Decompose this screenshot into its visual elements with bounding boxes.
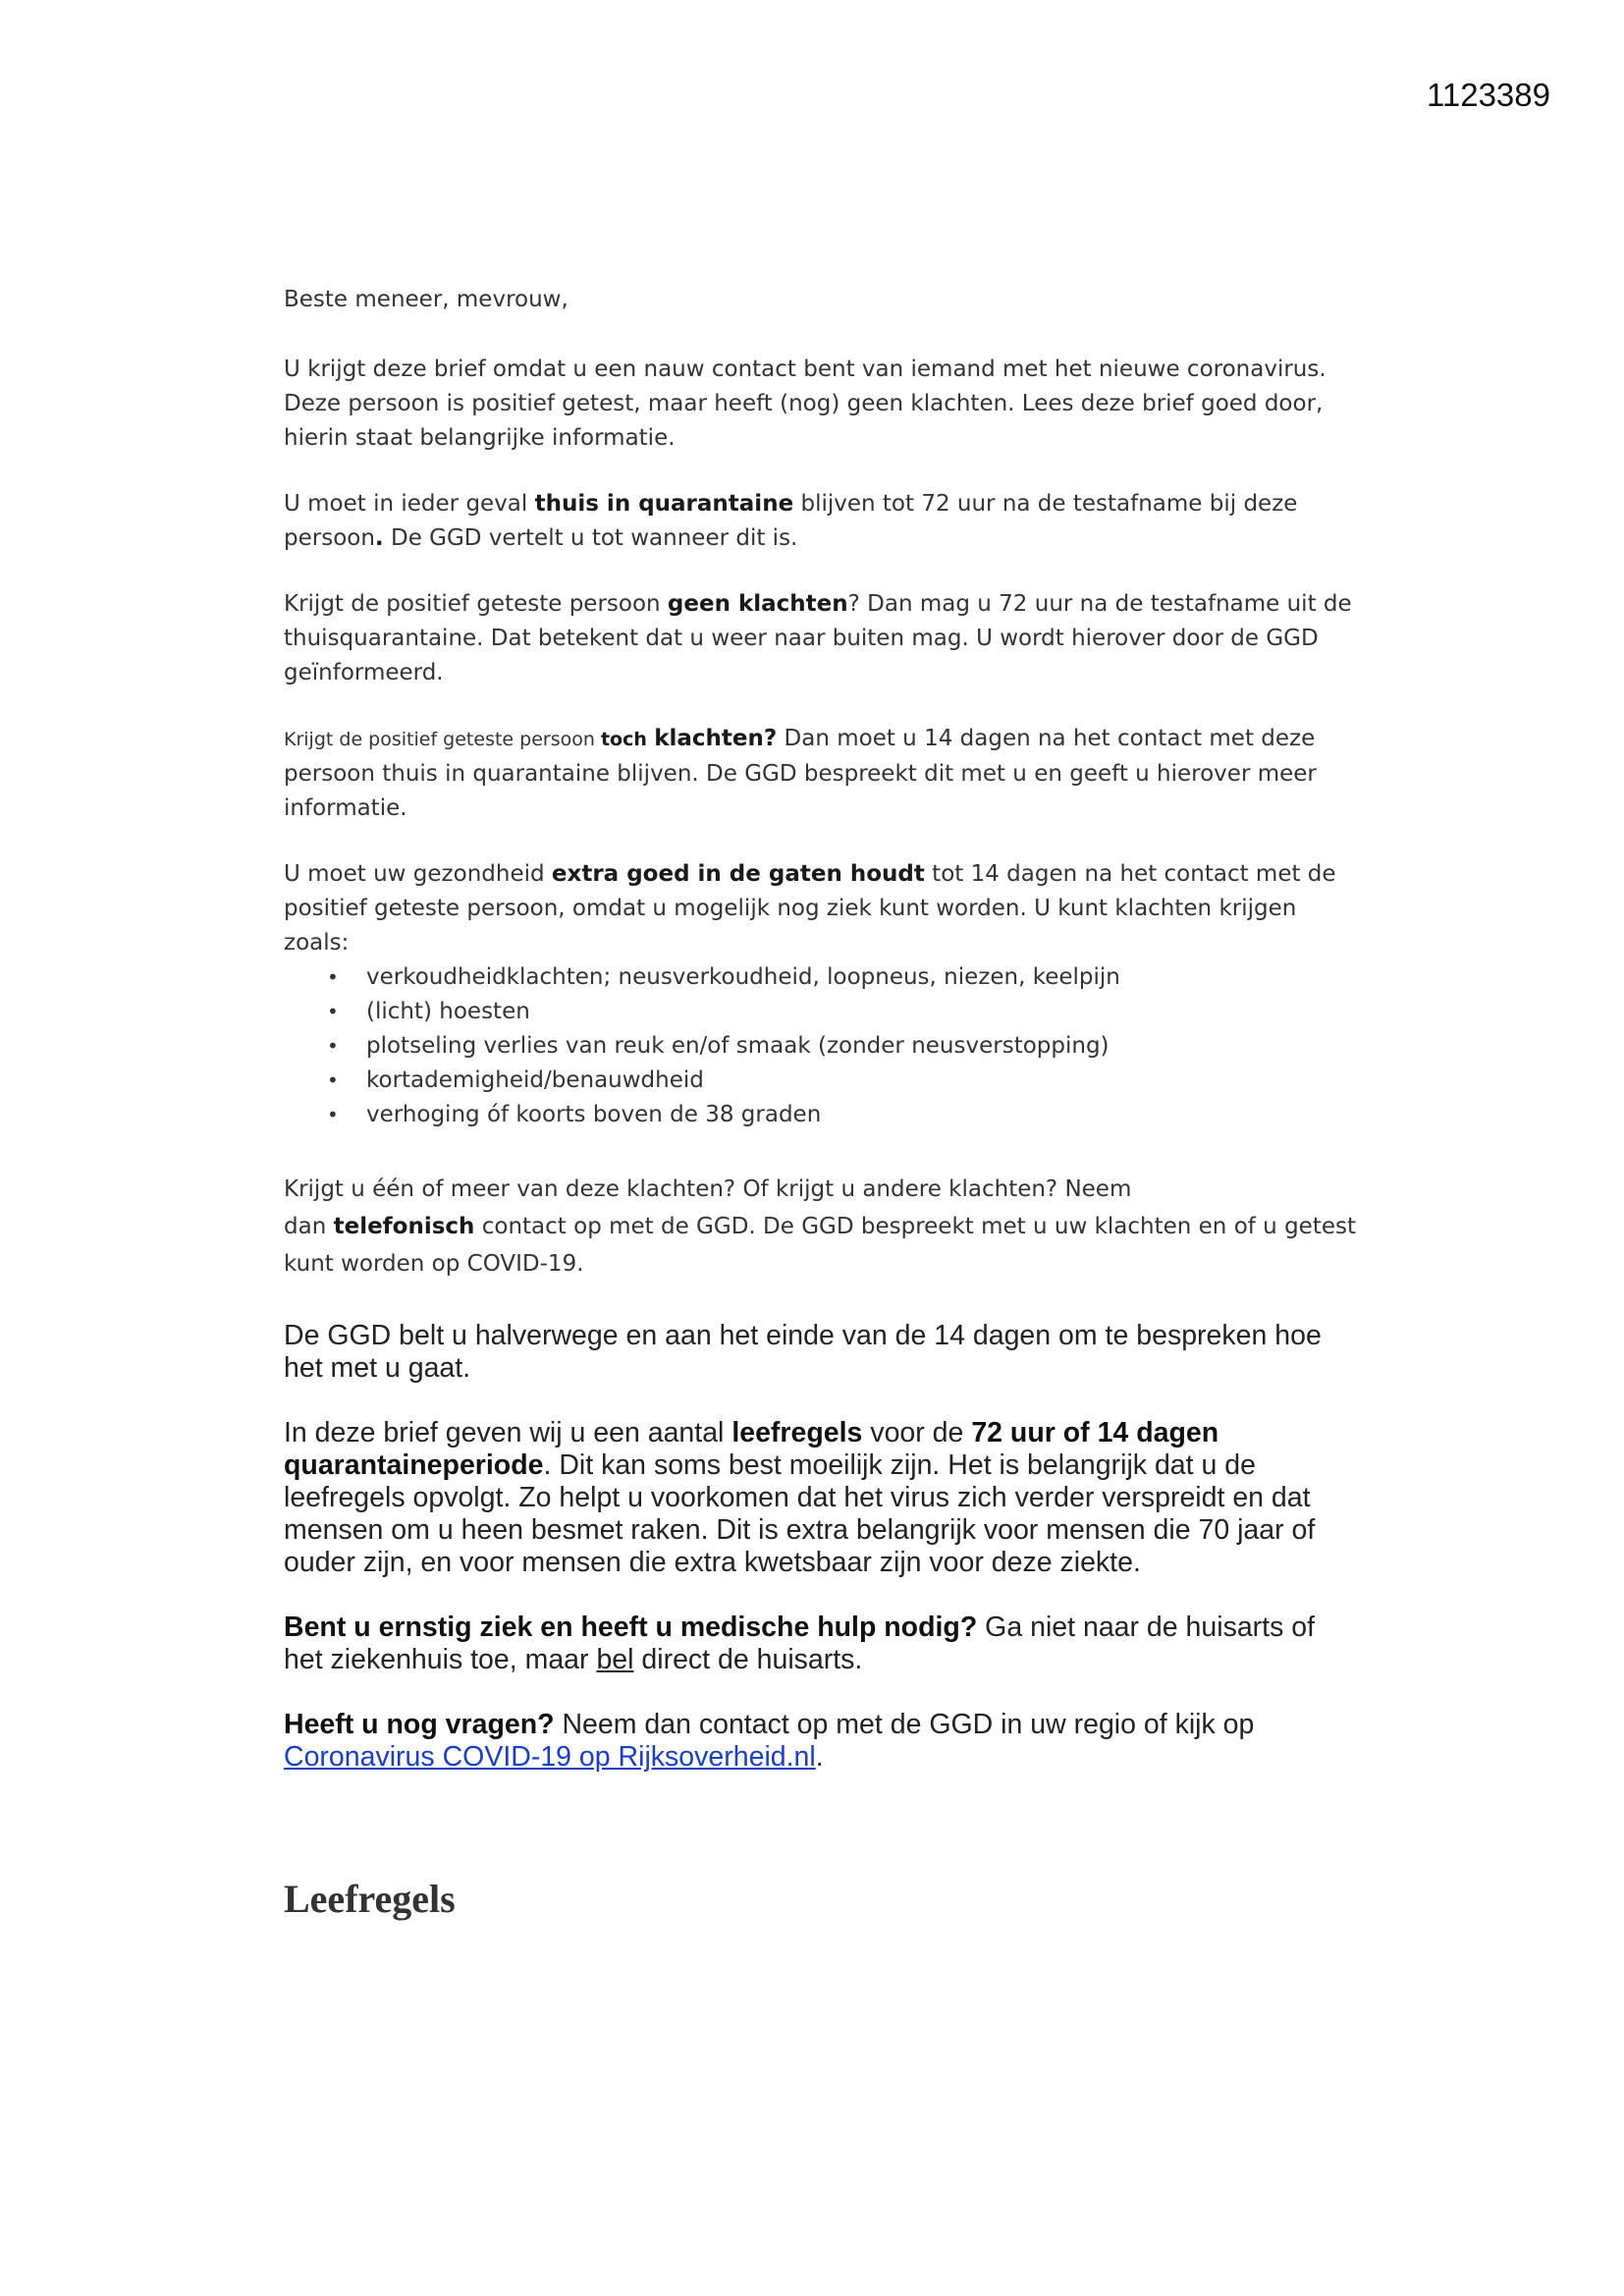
emphasis-medical-help: Bent u ernstig ziek en heeft u medische hulp nodig? — [284, 1612, 978, 1643]
bullet-icon: • — [327, 1000, 339, 1023]
emphasis-period: 72 uur of 14 dagen — [971, 1417, 1219, 1449]
rules-intro-paragraph — [284, 1417, 1374, 1579]
bullet-icon: • — [327, 1034, 339, 1058]
health-paragraph — [284, 857, 1374, 960]
text-run: thuisquarantaine. Dat betekent dat u weer naar buiten mag. U wordt hierover door de GGD — [284, 626, 1319, 651]
text-run: Krijgt de positief geteste persoon — [284, 729, 601, 750]
section-heading: Leefregels — [284, 1877, 456, 1921]
text-run: zoals: — [284, 930, 350, 956]
intro-line-2: Deze persoon is positief getest, maar heeft (nog) geen klachten. Lees deze brief goed door, — [284, 391, 1324, 416]
emphasis-quarantine-period: quarantaineperiode — [284, 1449, 544, 1481]
list-item — [327, 1029, 1374, 1064]
symptoms-paragraph — [284, 722, 1374, 826]
list-item-text: kortademigheid/benauwdheid — [366, 1067, 704, 1093]
text-run: ? Dan mag u 72 uur na de testafname uit de — [847, 591, 1352, 617]
text-run: . — [374, 525, 384, 551]
text-run: het met u gaat. — [284, 1352, 471, 1384]
rijksoverheid-link[interactable]: Coronavirus COVID-19 op Rijksoverheid.nl — [284, 1741, 816, 1773]
text-run: mensen om u heen besmet raken. Dit is extra belangrijk voor mensen die 70 jaar of — [284, 1514, 1316, 1546]
bullet-icon: • — [327, 1068, 339, 1092]
no-symptoms-paragraph — [284, 587, 1374, 690]
text-run: direct de huisarts. — [633, 1644, 863, 1675]
bullet-icon: • — [327, 1103, 339, 1126]
list-item-text: plotseling verlies van reuk en/of smaak (zonder neusverstopping) — [366, 1033, 1110, 1059]
intro-line-3: hierin staat belangrijke informatie. — [284, 425, 676, 451]
text-run: contact op met de GGD. De GGD bespreekt met u uw klachten en of u getest — [474, 1214, 1356, 1239]
quarantine-paragraph — [284, 487, 1374, 556]
ggd-call-paragraph — [284, 1320, 1374, 1385]
list-item — [327, 995, 1374, 1029]
emphasis-klachten: klachten? — [654, 726, 778, 751]
text-run: persoon thuis in quarantaine blijven. De GGD bespreekt dit met u en geeft u hierover meer — [284, 761, 1317, 787]
emphasis-call: bel — [596, 1644, 634, 1675]
text-run: persoon — [284, 525, 375, 551]
questions-paragraph — [284, 1709, 1374, 1774]
symptom-list — [284, 960, 1374, 1132]
list-item — [327, 1098, 1374, 1132]
letter-body — [284, 283, 1374, 1923]
text-run: ouder zijn, en voor mensen die extra kwetsbaar zijn voor deze ziekte. — [284, 1547, 1141, 1578]
text-run: dan — [284, 1214, 334, 1239]
text-run: Ga niet naar de huisarts of — [977, 1612, 1316, 1643]
list-item — [327, 1064, 1374, 1098]
emphasis-questions: Heeft u nog vragen? — [284, 1709, 555, 1740]
text-run: U moet in ieder geval — [284, 491, 535, 517]
emphasis-quarantine: thuis in quarantaine — [534, 491, 794, 517]
emphasis-no-symptoms: geen klachten — [667, 591, 848, 617]
text-run: . — [815, 1741, 824, 1773]
emphasis-phone: telefonisch — [333, 1214, 475, 1239]
text-run: leefregels opvolgt. Zo helpt u voorkomen dat het virus zich verder verspreidt en dat — [284, 1482, 1311, 1513]
text-run: het ziekenhuis toe, maar — [284, 1644, 597, 1675]
salutation: Beste meneer, mevrouw, — [284, 287, 568, 312]
text-run: Krijgt de positief geteste persoon — [284, 591, 668, 617]
text-run: blijven tot 72 uur na de testafname bij deze — [793, 491, 1298, 517]
text-run: positief geteste persoon, omdat u mogelijk nog ziek kunt worden. U kunt klachten krijgen — [284, 896, 1297, 921]
emphasis-leefregels: leefregels — [731, 1417, 863, 1449]
list-item — [327, 960, 1374, 995]
text-run: Krijgt u één of meer van deze klachten? Of krijgt u andere klachten? Neem — [284, 1176, 1132, 1202]
text-run: U moet uw gezondheid — [284, 861, 552, 887]
text-run: . Dit kan soms best moeilijk zijn. Het is belangrijk dat u de — [543, 1449, 1256, 1481]
document-number: 1123389 — [1426, 77, 1550, 113]
intro-paragraph — [284, 353, 1374, 456]
intro-line-1: U krijgt deze brief omdat u een nauw contact bent van iemand met het nieuwe coronavirus. — [284, 356, 1326, 382]
list-item-text: (licht) hoesten — [366, 999, 530, 1024]
text-run: In deze brief geven wij u een aantal — [284, 1417, 732, 1449]
text-run: De GGD vertelt u tot wanneer dit is. — [383, 525, 798, 551]
text-run: geïnformeerd. — [284, 660, 444, 685]
text-run: kunt worden op COVID-19. — [284, 1251, 584, 1277]
bullet-icon: • — [327, 965, 339, 989]
text-run: informatie. — [284, 795, 407, 821]
contact-paragraph — [284, 1171, 1374, 1283]
text-run: De GGD belt u halverwege en aan het einde van de 14 dagen om te bespreken hoe — [284, 1320, 1322, 1351]
medical-help-paragraph — [284, 1612, 1374, 1676]
emphasis-health: extra goed in de gaten houdt — [551, 861, 925, 887]
text-run: Dan moet u 14 dagen na het contact met deze — [777, 726, 1316, 751]
list-item-text: verhoging óf koorts boven de 38 graden — [366, 1102, 822, 1127]
text-run: tot 14 dagen na het contact met de — [924, 861, 1336, 887]
list-item-text: verkoudheidklachten; neusverkoudheid, loopneus, niezen, keelpijn — [366, 964, 1120, 990]
text-run: Neem dan contact op met de GGD in uw regio of kijk op — [554, 1709, 1255, 1740]
text-run: voor de — [862, 1417, 972, 1449]
emphasis-toch: toch — [600, 729, 647, 750]
